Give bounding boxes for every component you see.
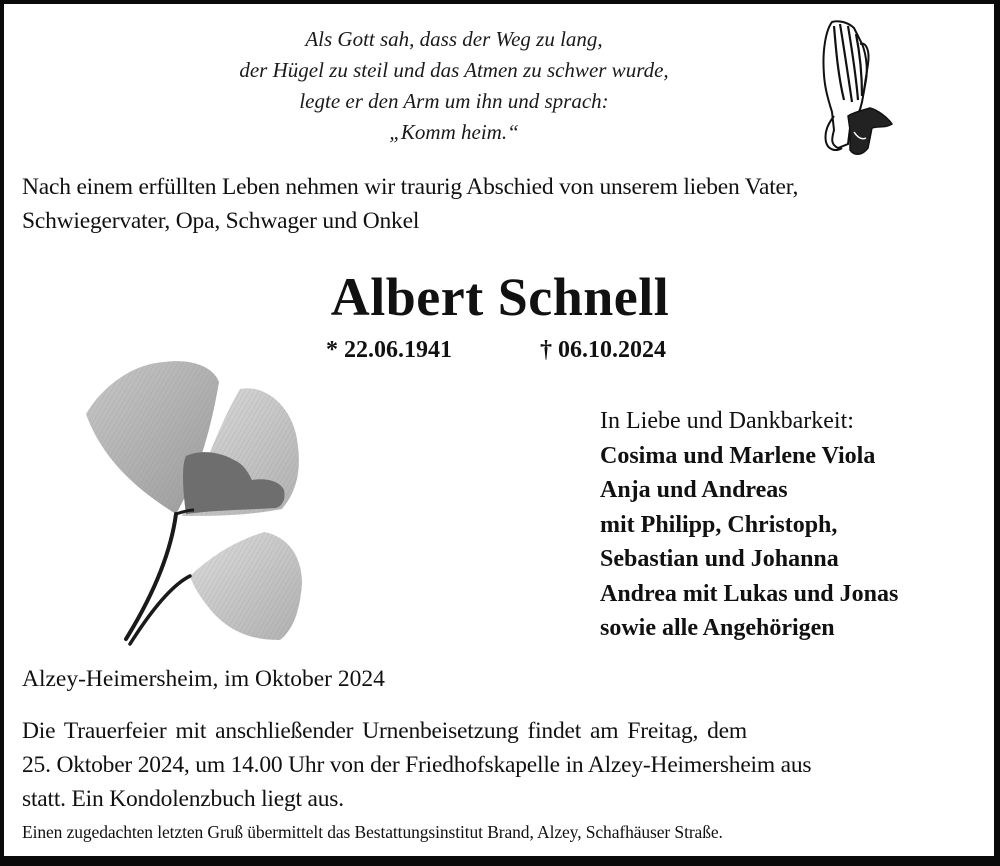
verse-line: „Komm heim.“ bbox=[389, 120, 519, 144]
mourners-lead: In Liebe und Dankbarkeit: bbox=[600, 408, 854, 434]
verse-line: legte er den Arm um ihn und sprach: bbox=[299, 89, 609, 113]
deceased-name: Albert Schnell bbox=[330, 267, 670, 327]
intro-line: Schwiegervater, Opa, Schwager und Onkel bbox=[22, 208, 420, 234]
death-date: † 06.10.2024 bbox=[540, 337, 666, 363]
mourner-line: Anja und Andreas bbox=[600, 477, 788, 503]
mourner-line: Sebastian und Johanna bbox=[600, 546, 839, 572]
service-line: Die Trauerfeier mit anschließender Urnenbeisetzung findet am Freitag, dem bbox=[22, 718, 747, 744]
intro-text bbox=[22, 170, 992, 238]
verse-line: der Hügel zu steil und das Atmen zu schwer wurde, bbox=[239, 58, 669, 82]
service-line: statt. Ein Kondolenzbuch liegt aus. bbox=[22, 786, 344, 812]
verse bbox=[144, 24, 764, 148]
place-and-date: Alzey-Heimersheim, im Oktober 2024 bbox=[22, 666, 385, 692]
service-details bbox=[22, 714, 984, 816]
service-line: 25. Oktober 2024, um 14.00 Uhr von der Friedhofskapelle in Alzey-Heimersheim aus bbox=[22, 752, 812, 778]
mourner-line: sowie alle Angehörigen bbox=[600, 615, 835, 641]
mourner-line: Cosima und Marlene Viola bbox=[600, 442, 876, 469]
birth-date: * 22.06.1941 bbox=[326, 337, 452, 363]
mourner-line: mit Philipp, Christoph, bbox=[600, 511, 838, 538]
verse-line: Als Gott sah, dass der Weg zu lang, bbox=[305, 27, 603, 51]
ginkgo-leaf-illustration bbox=[64, 344, 324, 654]
funeral-home-note: Einen zugedachten letzten Gruß übermittelt das Bestattungsinstitut Brand, Alzey, Schafhäuser Straße. bbox=[22, 822, 723, 842]
praying-hands-icon bbox=[804, 20, 894, 160]
mourners-list bbox=[600, 404, 990, 646]
mourner-line: Andrea mit Lukas und Jonas bbox=[600, 580, 899, 607]
intro-line: Nach einem erfüllten Leben nehmen wir traurig Abschied von unserem lieben Vater, bbox=[22, 174, 799, 200]
